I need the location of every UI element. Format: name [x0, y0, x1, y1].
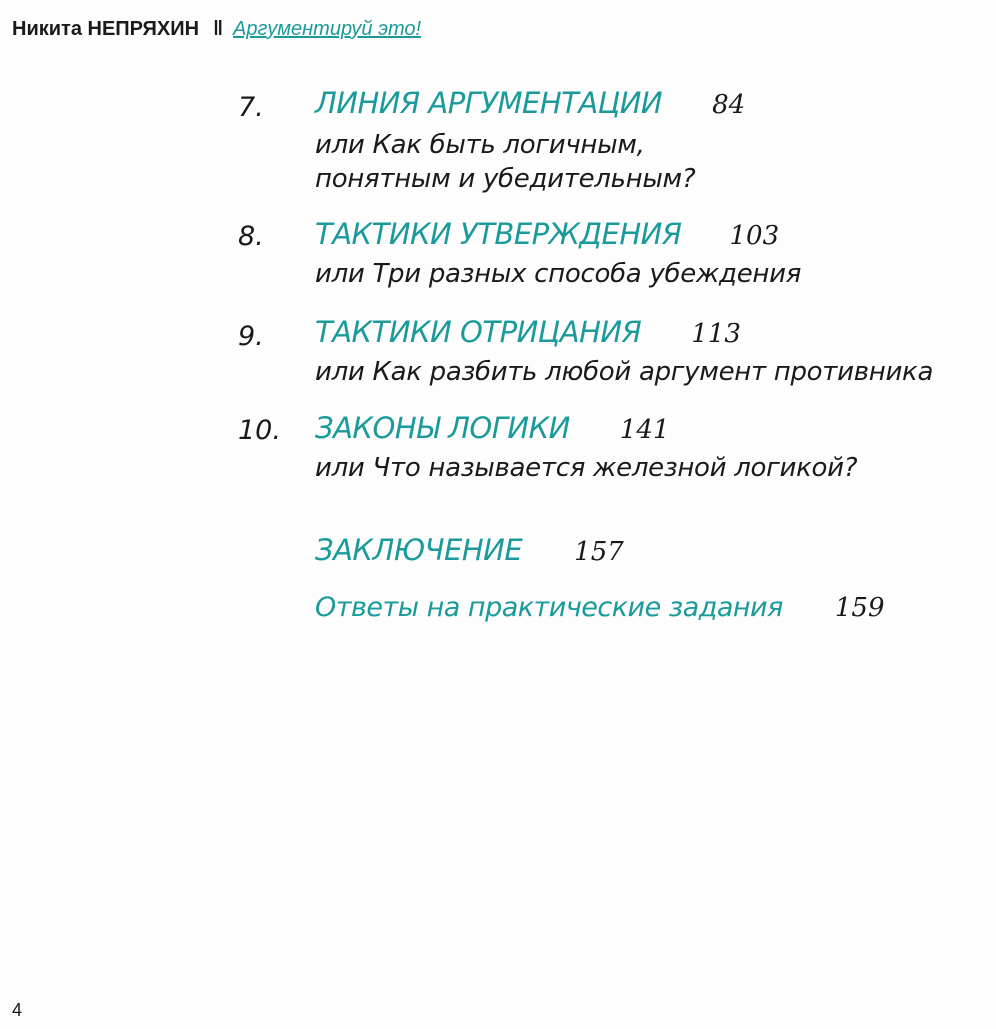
- title-line: [315, 86, 745, 120]
- title-line: [315, 411, 670, 445]
- chapter-number: 10.: [238, 415, 281, 446]
- title-line: [315, 217, 779, 251]
- chapter-subtitle: понятным и убедительным?: [315, 164, 696, 194]
- chapter-subtitle: или Что называется железной логикой?: [315, 453, 858, 483]
- chapter-number: 9.: [238, 321, 264, 352]
- chapter-title[interactable]: ТАКТИКИ УТВЕРЖДЕНИЯ: [315, 217, 682, 251]
- page-number: 113: [691, 319, 741, 349]
- book-title-link[interactable]: Аргументируй это!: [233, 18, 422, 40]
- chapter-subtitle: или Три разных способа убеждения: [315, 259, 802, 289]
- page-number: 141: [619, 415, 670, 445]
- chapter-number: 8.: [238, 221, 264, 252]
- chapter-subtitle: или Как быть логичным,: [315, 130, 645, 160]
- title-line: [315, 315, 741, 349]
- chapter-subtitle: или Как разбить любой аргумент противника: [315, 357, 934, 387]
- chapter-title[interactable]: ЗАКЛЮЧЕНИЕ: [315, 533, 523, 567]
- running-head: [12, 18, 421, 41]
- page-folio: 4: [12, 1000, 23, 1020]
- chapter-title[interactable]: ЗАКОНЫ ЛОГИКИ: [315, 411, 570, 445]
- page-number: 84: [712, 90, 746, 120]
- chapter-title[interactable]: ЛИНИЯ АРГУМЕНТАЦИИ: [315, 86, 663, 120]
- chapter-title[interactable]: Ответы на практические задания: [315, 592, 783, 623]
- header-separator: ‖: [213, 18, 224, 40]
- page-number: 159: [834, 593, 885, 623]
- page-number: 157: [574, 537, 624, 567]
- chapter-title[interactable]: ТАКТИКИ ОТРИЦАНИЯ: [315, 315, 642, 349]
- title-line: [315, 592, 885, 623]
- page-number: 103: [729, 221, 780, 251]
- chapter-number: 7.: [238, 92, 264, 123]
- title-line: [315, 533, 624, 567]
- author-name: Никита НЕПРЯХИН: [12, 18, 200, 40]
